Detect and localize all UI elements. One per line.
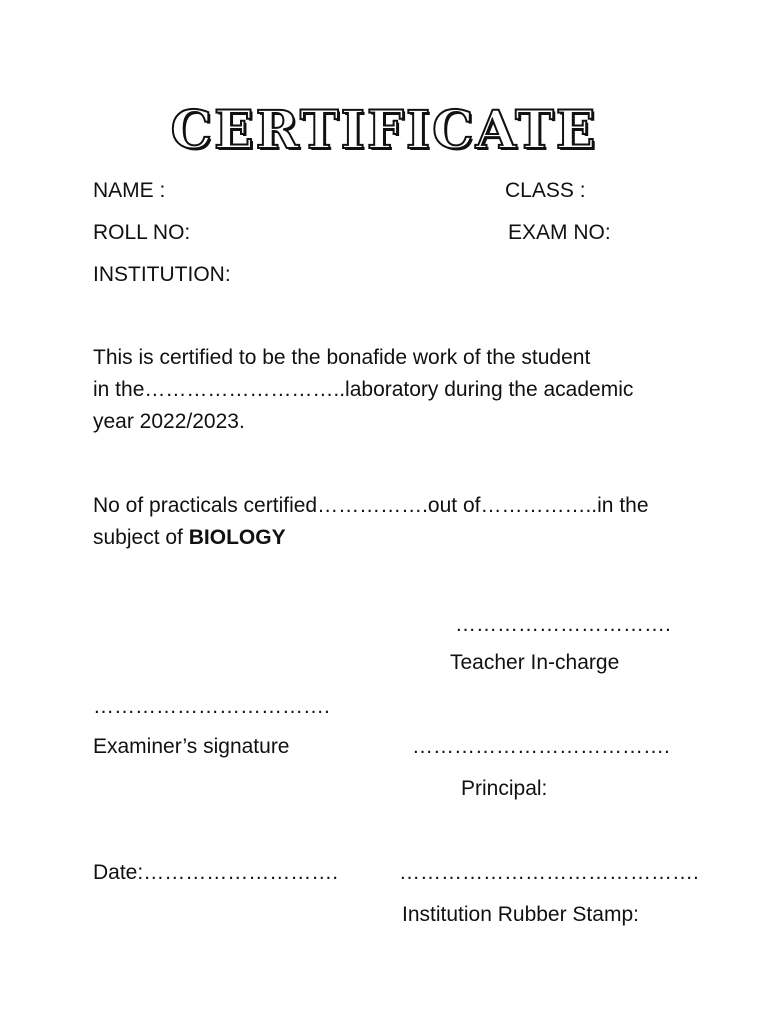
certificate-title: CERTIFICATE [170, 100, 598, 161]
class-field-label: CLASS : [505, 179, 586, 202]
certification-line-1: This is certified to be the bonafide work of the student [93, 346, 591, 369]
examiner-signature-label: Examiner’s signature [93, 735, 290, 758]
exam-no-field-label: EXAM NO: [508, 221, 611, 244]
principal-signature-line: ………………………………. [412, 735, 670, 758]
subject-prefix: subject of [93, 526, 189, 549]
practicals-line-2 [93, 522, 693, 554]
certification-line-2: in the………………………..laboratory during the academic [93, 378, 634, 401]
teacher-signature-line: …………………………. [455, 613, 671, 636]
certification-line-3: year 2022/2023. [93, 410, 245, 433]
name-field-label: NAME : [93, 179, 166, 202]
institution-field-label: INSTITUTION: [93, 263, 231, 286]
certification-paragraph [93, 342, 693, 438]
roll-no-field-label: ROLL NO: [93, 221, 191, 244]
practicals-line-1: No of practicals certified…………….out of……………..in the [93, 494, 649, 517]
examiner-signature-line: ……………………………. [93, 695, 330, 718]
practicals-paragraph [93, 490, 693, 554]
subject-name: BIOLOGY [188, 526, 286, 549]
teacher-in-charge-label: Teacher In-charge [450, 651, 620, 674]
institution-stamp-label: Institution Rubber Stamp: [402, 903, 639, 926]
date-field: Date:………………………. [93, 861, 339, 884]
stamp-line: ……………………………………. [399, 861, 699, 884]
principal-label: Principal: [461, 777, 548, 800]
